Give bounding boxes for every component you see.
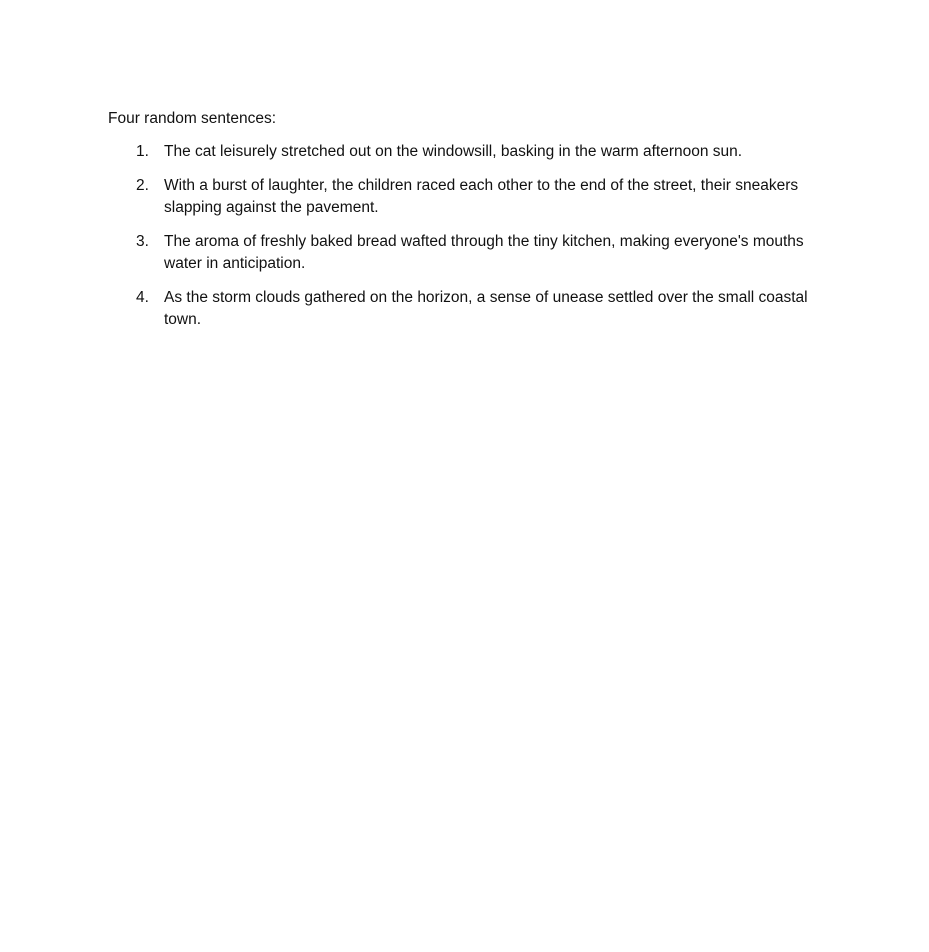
list-item-number: 2.: [136, 177, 149, 194]
sentence-list: [108, 141, 808, 331]
list-item-text: The cat leisurely stretched out on the windowsill, basking in the warm afternoon sun.: [164, 143, 743, 160]
document-body: [108, 108, 808, 343]
list-item-number: 3.: [136, 233, 149, 250]
list-item: [108, 175, 808, 219]
list-item-number: 4.: [136, 289, 149, 306]
list-item-text: The aroma of freshly baked bread wafted through the tiny kitchen, making everyone's mouths water in anticipation.: [164, 233, 804, 272]
list-item: [108, 141, 808, 163]
list-item: [108, 287, 808, 331]
intro-text: Four random sentences:: [108, 110, 277, 127]
list-item: [108, 231, 808, 275]
list-item-number: 1.: [136, 143, 149, 160]
list-item-text: As the storm clouds gathered on the horizon, a sense of unease settled over the small coastal town.: [164, 289, 808, 328]
list-item-text: With a burst of laughter, the children raced each other to the end of the street, their sneakers slapping against the pavement.: [164, 177, 799, 216]
